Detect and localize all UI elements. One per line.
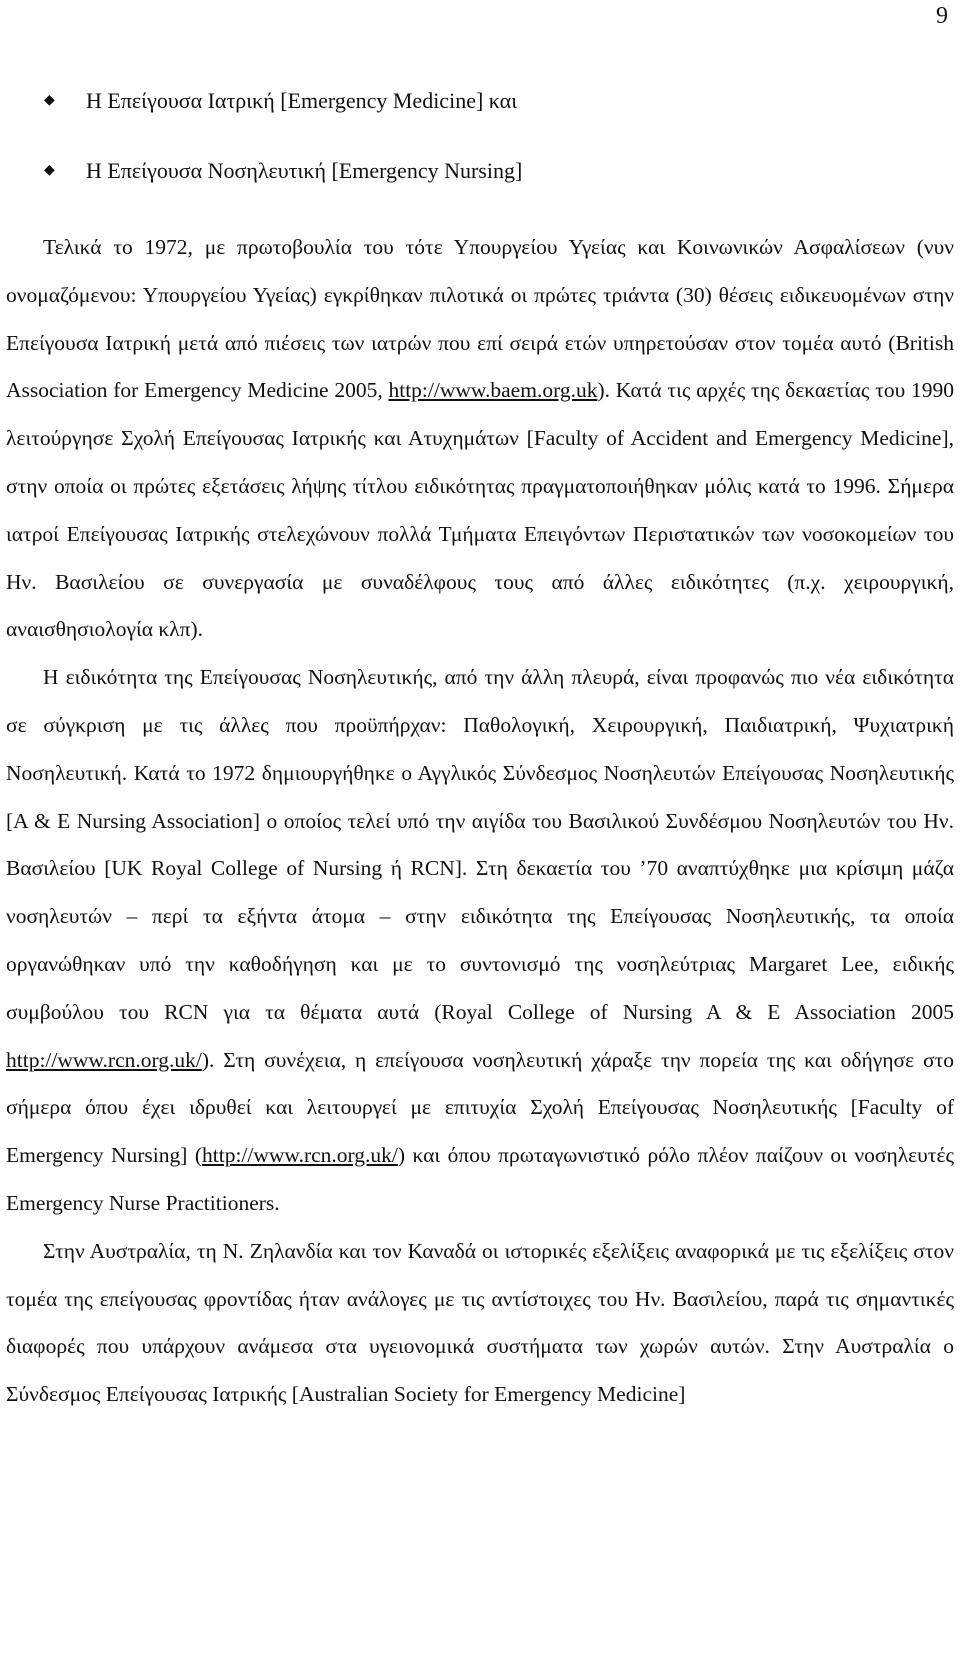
document-page bbox=[6, 0, 954, 1678]
paragraph-text: Στην Αυστραλία, τη Ν. Ζηλανδία και τον Καναδά οι ιστορικές εξελίξεις αναφορικά με τις εξελίξεις στον τομέα της επείγουσας φροντίδας ήταν ανάλογες με τις αντίστοιχες του Ην. Βασιλείου, παρά τις σημαντικές διαφορές που υπάρχουν ανάμεσα στα υγειονομικά συστήματα των χωρών αυτών. Στην Αυστραλία ο Σύνδεσμος Επείγουσας Ιατρικής [Australian Society for Emergency Medicine] bbox=[6, 1238, 954, 1407]
paragraph-text: Τελικά το 1972, με πρωτοβουλία του τότε Υπουργείου Υγείας και Κοινωνικών Ασφαλίσεων (νυν ονομαζόμενου: Υπουργείου Υγείας) εγκρίθηκαν πιλοτικά οι πρώτες τριάντα (30) θέσεις ειδικευομένων στην Επείγουσα Ιατρική μετά από πιέσεις των ιατρών που επί σειρά ετών υπηρετούσαν στον τομέα αυτό (British Association for Emergency Medicine 2005, bbox=[6, 235, 954, 403]
paragraph-emergency-medicine bbox=[6, 224, 954, 654]
paragraph-text: ). Στη συνέχεια, η επείγουσα νοσηλευτική χάραξε την πορεία της και οδήγησε στο σήμερα όπου έχει ιδρυθεί και λειτουργεί με επιτυχία Σχολή Επείγουσας Νοσηλευτικής [Faculty of Emergency Nursing] ( bbox=[6, 1047, 954, 1168]
paragraph-text: ). Κατά τις αρχές της δεκαετίας του 1990 λειτούργησε Σχολή Επείγουσας Ιατρικής και Ατυχημάτων [Faculty of Accident and Emergency Medicine], στην οποία οι πρώτες εξετάσεις λήψης τίτλου ειδικότητας πραγματοποιήθηκαν μόλις κατά το 1996. Σήμερα ιατροί Επείγουσας Ιατρικής στελεχώνουν πολλά Τμήματα Επειγόντων Περιστατικών των νοσοκομείων του Ην. Βασιλείου σε συνεργασία με συναδέλφους τους από άλλες ειδικότητες (π.χ. χειρουργική, αναισθησιολογία κλπ). bbox=[6, 378, 954, 642]
bullet-text: Η Επείγουσα Ιατρική [Emergency Medicine] και bbox=[86, 88, 518, 113]
bullet-item bbox=[6, 80, 946, 150]
diamond-bullet-icon: ◆ bbox=[44, 93, 55, 108]
bullet-text: Η Επείγουσα Νοσηλευτική [Emergency Nursing] bbox=[86, 158, 523, 183]
diamond-bullet-icon: ◆ bbox=[44, 163, 55, 178]
rcn-link-2[interactable]: http://www.rcn.org.uk/ bbox=[202, 1143, 398, 1168]
bullet-item bbox=[6, 150, 946, 220]
baem-link[interactable]: http://www.baem.org.uk bbox=[388, 378, 598, 403]
paragraph-australia bbox=[6, 1228, 954, 1419]
bullet-list bbox=[6, 80, 946, 220]
body-text bbox=[6, 224, 954, 1419]
paragraph-text: ) και όπου πρωταγωνιστικό ρόλο πλέον παίζουν οι νοσηλευτές Emergency Nurse Practitioners. bbox=[6, 1143, 954, 1215]
paragraph-text: Η ειδικότητα της Επείγουσας Νοσηλευτικής, από την άλλη πλευρά, είναι προφανώς πιο νέα ειδικότητα σε σύγκριση με τις άλλες που προϋπήρχαν: Παθολογική, Χειρουργική, Παιδιατρική, Ψυχιατρική Νοσηλευτική. Κατά το 1972 δημιουργήθηκε ο Αγγλικός Σύνδεσμος Νοσηλευτών Επείγουσας Νοσηλευτικής [A & E Nursing Association] ο οποίος τελεί υπό την αιγίδα του Βασιλικού Συνδέσμου Νοσηλευτών του Ην. Βασιλείου [UK Royal College of Nursing ή RCN]. Στη δεκαετία του ’70 αναπτύχθηκε μια κρίσιμη μάζα νοσηλευτών – περί τα εξήντα άτομα – στην ειδικότητα της Επείγουσας Νοσηλευτικής, τα οποία οργανώθηκαν υπό την καθοδήγηση και με το συντονισμό της νοσηλεύτριας Margaret Lee, ειδικής συμβούλου του RCN για τα θέματα αυτά (Royal College of Nursing A & E Association 2005 bbox=[6, 665, 954, 1024]
rcn-link[interactable]: http://www.rcn.org.uk/ bbox=[6, 1047, 202, 1072]
page-number: 9 bbox=[936, 3, 948, 29]
paragraph-emergency-nursing bbox=[6, 654, 954, 1228]
